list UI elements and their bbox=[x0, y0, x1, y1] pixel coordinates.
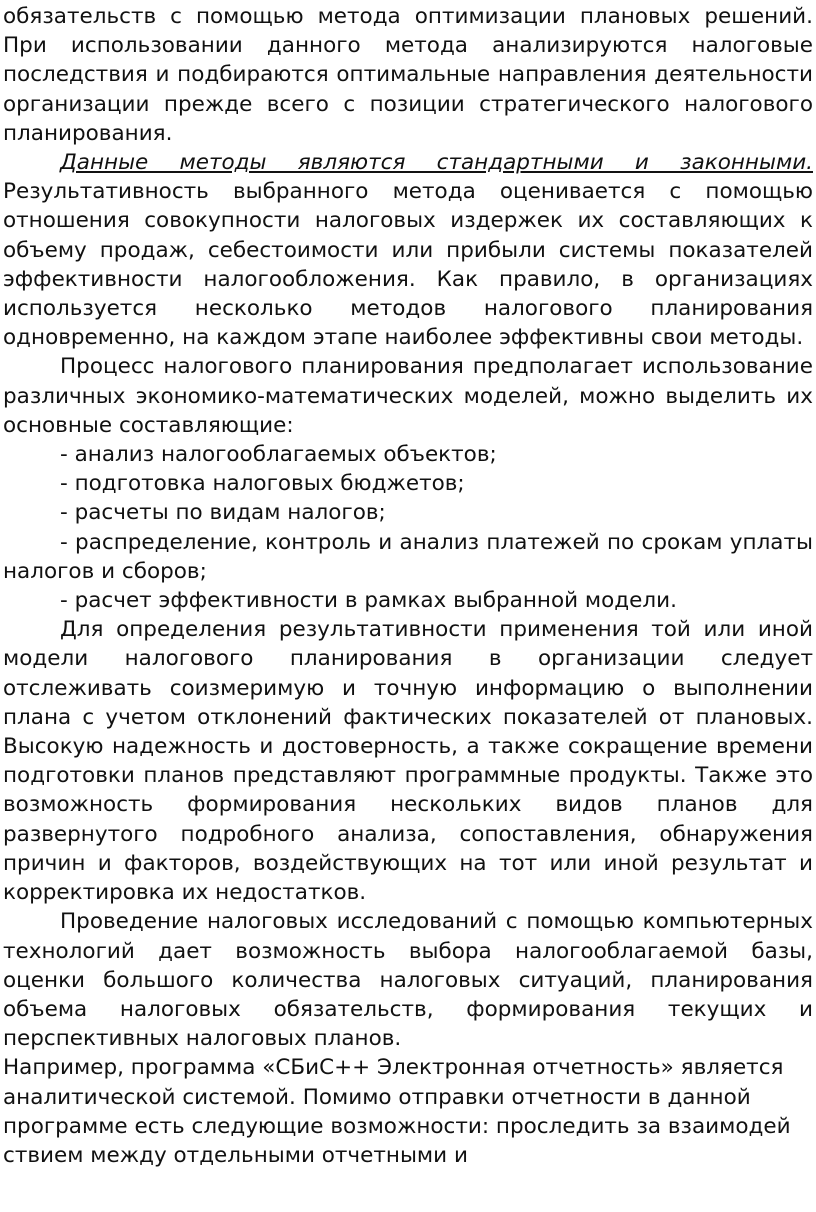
paragraph-2-text: Результативность выбранного метода оценивается с помощью отношения совокупности налоговых издержек их составляющих к объему продаж, себестоимости или прибыли системы показателей эффективности налогообложения. Как правило, в организациях используется несколько методов налогового планирования одновременно, на каждом этапе наиболее эффективны свои методы. bbox=[3, 179, 813, 351]
paragraph-4: Для определения результативности применения той или иной модели налогового планирования в организации следует отслеживать соизмеримую и точную информацию о выполнении плана с учетом отклонений фактических показателей от плановых. Высокую надежность и достоверность, а также сокращение времени подготовки планов представляют программные продукты. Также это возможность формирования нескольких видов планов для развернутого подробного анализа, сопоставления, обнаружения причин и факторов, воздействующих на тот или иной результат и корректировка их недостатков. bbox=[3, 617, 813, 906]
document-page bbox=[3, 2, 813, 1170]
paragraph-2 bbox=[3, 148, 813, 352]
paragraph-2-emphasis: Данные методы являются стандартными и законными. bbox=[60, 150, 813, 176]
list-item: - расчет эффективности в рамках выбранной модели. bbox=[60, 588, 677, 614]
paragraph-6: Например, программа «СБиС++ Электронная отчетность» является аналитической системой. Помимо отправки отчетности в данной программе есть следующие возможности: проследить за взаимодей ствием между отдельными отчетными и bbox=[3, 1055, 791, 1168]
component-list bbox=[3, 440, 813, 615]
list-item: - расчеты по видам налогов; bbox=[60, 500, 386, 526]
list-item: - распределение, контроль и анализ платежей по срокам уплаты налогов и сборов; bbox=[3, 529, 813, 584]
list-item: - подготовка налоговых бюджетов; bbox=[60, 471, 465, 497]
paragraph-5: Проведение налоговых исследований с помощью компьютерных технологий дает возможность выбора налогооблагаемой базы, оценки большого количества налоговых ситуаций, планирования объема налоговых обязательств, формирования текущих и перспективных налоговых планов. bbox=[3, 909, 813, 1052]
paragraph-1: обязательств с помощью метода оптимизации плановых решений. При использовании данного метода анализируются налоговые последствия и подбираются оптимальные направления деятельности организации прежде всего с позиции стратегического налогового планирования. bbox=[3, 4, 813, 146]
list-item: - анализ налогооблагаемых объектов; bbox=[60, 442, 497, 468]
paragraph-3: Процесс налогового планирования предполагает использование различных экономико-математических моделей, можно выделить их основные составляющие: bbox=[3, 354, 813, 438]
